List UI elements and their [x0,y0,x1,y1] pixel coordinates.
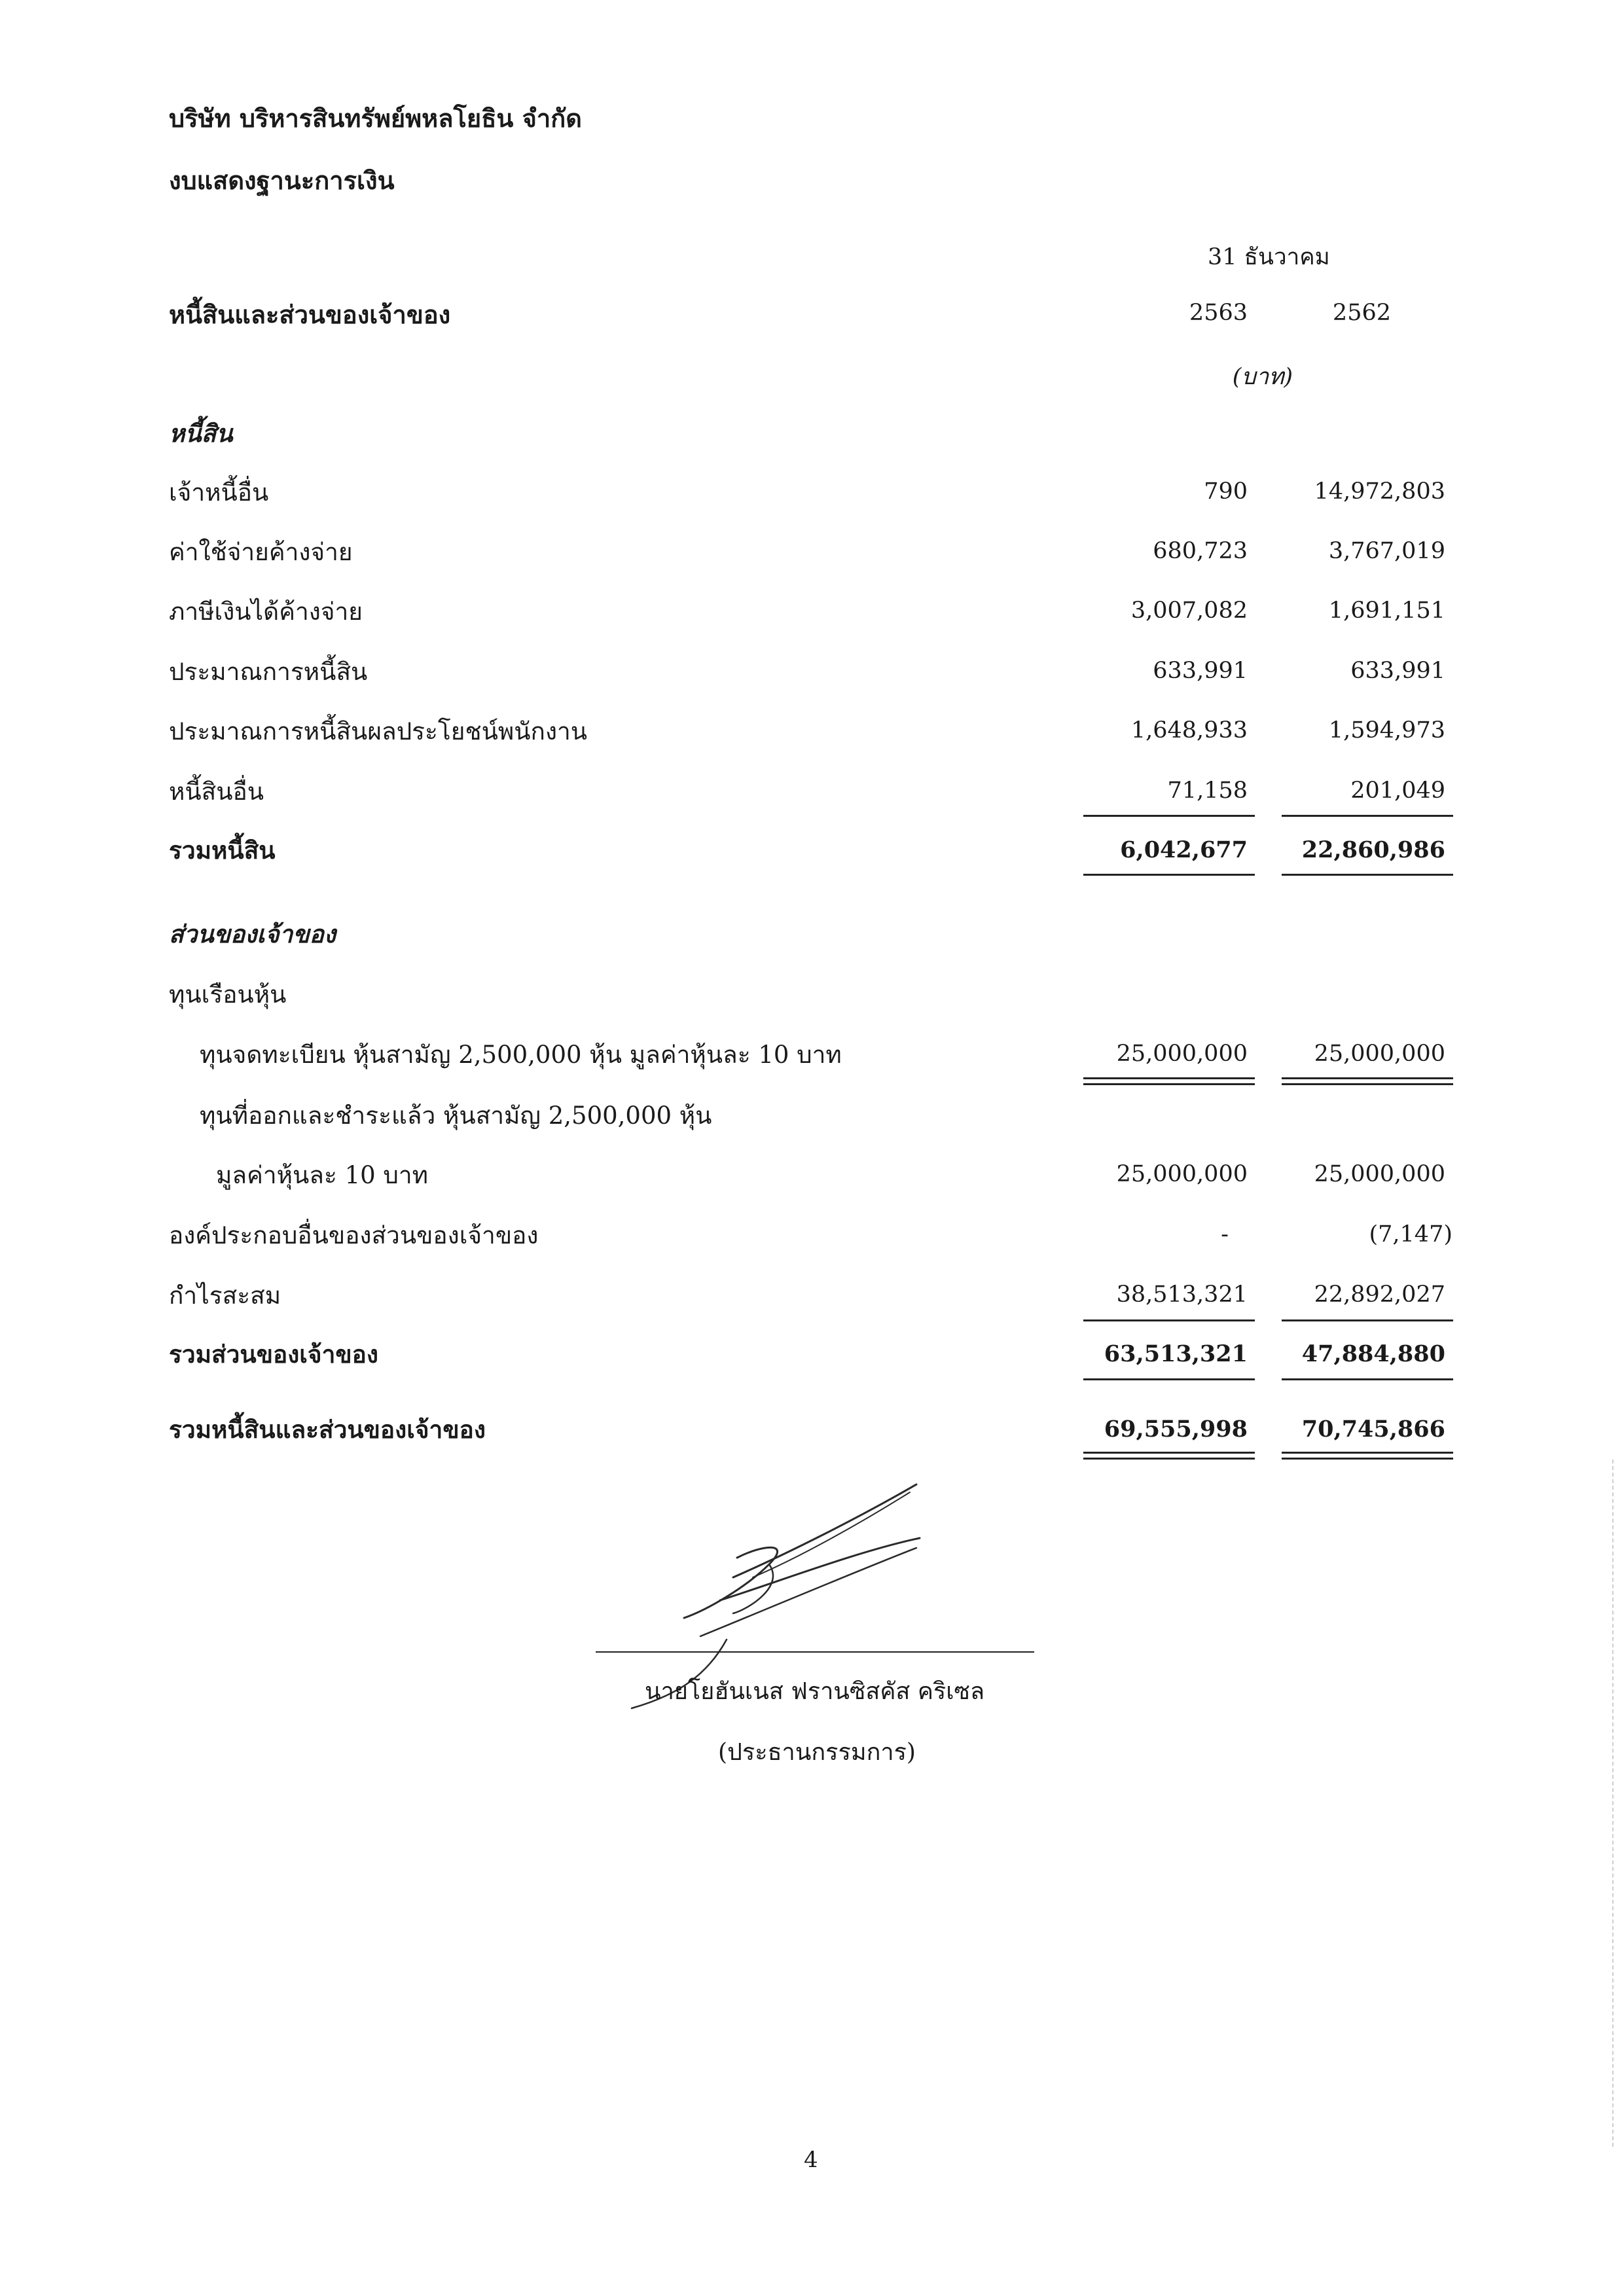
issued-capital-label: ทุนที่ออกและชำระแล้ว หุ้นสามัญ 2,500,000 หุ้น [200,1102,712,1130]
double-rule [1282,1077,1453,1079]
liabilities-heading: หนี้สิน [169,419,233,448]
row-label: ภาษีเงินได้ค้างจ่าย [169,598,363,626]
subtotal-rule [1083,815,1255,817]
subtotal-rule [1282,1378,1453,1380]
value-2563: 633,991 [1153,658,1248,684]
row-label: เจ้าหนี้อื่น [169,478,269,507]
total-liabilities-2563: 6,042,677 [1120,836,1248,863]
signatory-name: นายโยฮันเนส ฟรานซิสคัส คริเซล [645,1678,985,1705]
double-rule [1083,1077,1255,1079]
subtotal-rule [1282,815,1453,817]
value-2563: 3,007,082 [1130,598,1248,624]
value-2562: 633,991 [1350,658,1445,684]
share-capital-label: ทุนเรือนหุ้น [169,980,287,1009]
subtotal-rule [1083,1319,1255,1321]
subtotal-rule [1282,1319,1453,1321]
grand-total-label: รวมหนี้สินและส่วนของเจ้าของ [169,1415,486,1444]
registered-capital-2562: 25,000,000 [1314,1041,1445,1067]
statement-title: งบแสดงฐานะการเงิน [169,166,395,195]
value-2563: 680,723 [1153,538,1248,564]
value-2563: 1,648,933 [1130,717,1248,744]
grand-total-2563: 69,555,998 [1104,1416,1248,1443]
company-name: บริษัท บริหารสินทรัพย์พหลโยธิน จำกัด [169,103,582,133]
total-rule [1282,874,1453,876]
retained-earnings-label: กำไรสะสม [169,1282,281,1310]
retained-earnings-2563: 38,513,321 [1116,1282,1248,1308]
value-2563: 790 [1204,478,1248,505]
row-label: ค่าใช้จ่ายค้างจ่าย [169,538,353,566]
row-label: หนี้สินอื่น [169,778,264,806]
scan-edge-mark [1612,1460,1614,2147]
unit-label: (บาท) [1232,364,1293,390]
double-rule [1083,1083,1255,1085]
year-2562-heading: 2562 [1332,300,1391,326]
total-equity-2562: 47,884,880 [1301,1340,1445,1367]
registered-capital-label: ทุนจดทะเบียน หุ้นสามัญ 2,500,000 หุ้น มูลค่าหุ้นละ 10 บาท [200,1041,842,1069]
year-2563-heading: 2563 [1189,300,1248,326]
value-2562: 1,594,973 [1328,717,1445,744]
double-rule [1282,1458,1453,1460]
double-rule [1282,1083,1453,1085]
value-2562: 1,691,151 [1328,598,1445,624]
row-label: ประมาณการหนี้สิน [169,658,368,686]
issued-capital-2562: 25,000,000 [1314,1161,1445,1187]
signature-line [596,1651,1034,1653]
signatory-title: (ประธานกรรมการ) [718,1739,916,1766]
retained-earnings-2562: 22,892,027 [1314,1282,1445,1308]
value-2562: 14,972,803 [1314,478,1445,505]
issued-par-label: มูลค่าหุ้นละ 10 บาท [216,1161,429,1189]
total-liabilities-2562: 22,860,986 [1301,836,1445,863]
page-number: 4 [804,2147,818,2173]
section-title: หนี้สินและส่วนของเจ้าของ [169,300,451,329]
double-rule [1083,1452,1255,1454]
total-equity-label: รวมส่วนของเจ้าของ [169,1340,378,1369]
total-equity-2563: 63,513,321 [1104,1340,1248,1367]
value-2562: 201,049 [1350,778,1445,804]
value-2562: 3,767,019 [1328,538,1445,564]
grand-total-2562: 70,745,866 [1301,1416,1445,1443]
issued-capital-2563: 25,000,000 [1116,1161,1248,1187]
total-liabilities-label: รวมหนี้สิน [169,836,276,865]
other-components-2562: (7,147) [1369,1221,1453,1247]
other-components-2563: - [1221,1221,1229,1247]
row-label: ประมาณการหนี้สินผลประโยชน์พนักงาน [169,717,588,745]
value-2563: 71,158 [1167,778,1248,804]
other-components-label: องค์ประกอบอื่นของส่วนของเจ้าของ [169,1221,539,1249]
double-rule [1083,1458,1255,1460]
total-rule [1083,874,1255,876]
subtotal-rule [1083,1378,1255,1380]
registered-capital-2563: 25,000,000 [1116,1041,1248,1067]
period-heading: 31 ธันวาคม [1208,244,1330,270]
double-rule [1282,1452,1453,1454]
equity-heading: ส่วนของเจ้าของ [169,920,336,948]
